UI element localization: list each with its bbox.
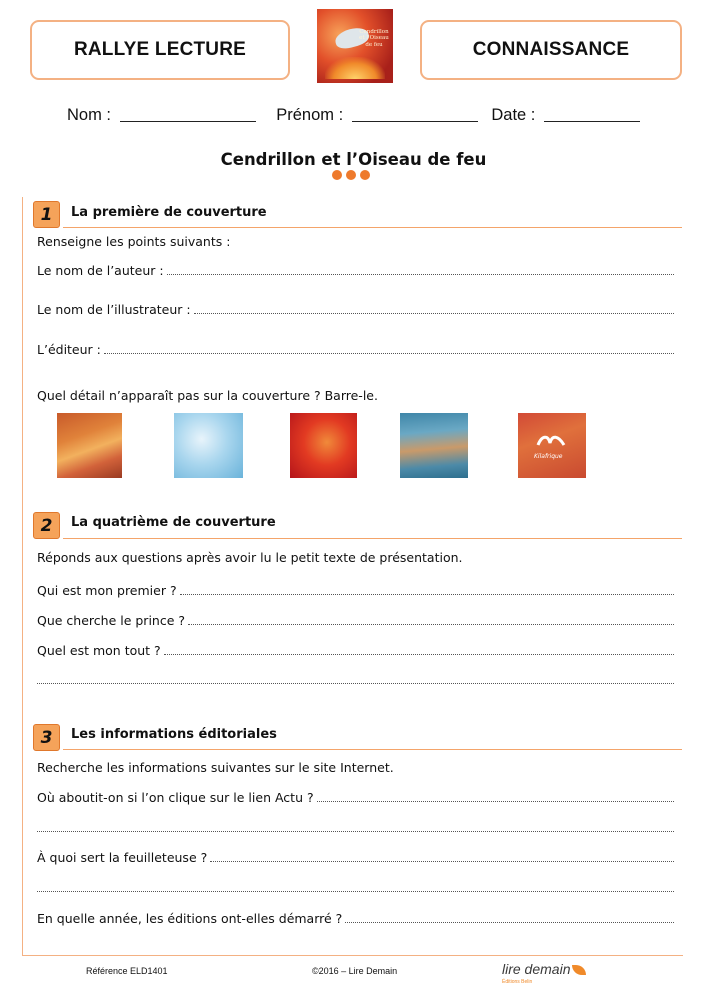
- section1-rule: [63, 227, 682, 228]
- q-prince-label: Que cherche le prince ?: [37, 613, 186, 628]
- cover-title: Cendrillon et l'Oiseau de feu: [359, 29, 389, 48]
- q-actu-label: Où aboutit-on si l’on clique sur le lien Actu ?: [37, 790, 314, 805]
- q-actu-continuation[interactable]: [37, 821, 674, 835]
- q-annee-label: En quelle année, les éditions ont-elles démarré ?: [37, 911, 343, 926]
- section2-rule: [63, 538, 682, 539]
- firstname-label: Prénom :: [276, 106, 344, 124]
- name-field[interactable]: [120, 121, 256, 122]
- section1-number: 1: [40, 204, 53, 225]
- q-premier-label: Qui est mon premier ?: [37, 583, 177, 598]
- section1-question: Quel détail n’apparaît pas sur la couverture ? Barre-le.: [37, 388, 378, 403]
- firstname-field[interactable]: [352, 121, 478, 122]
- q-feuilleteuse-line[interactable]: [37, 850, 674, 865]
- author-line[interactable]: [37, 263, 674, 278]
- publisher-label: L’éditeur :: [37, 342, 101, 357]
- section3-number: 3: [40, 727, 53, 748]
- header-box-connaissance: [420, 20, 682, 80]
- q-annee-line[interactable]: [37, 911, 674, 926]
- page-title: Cendrillon et l’Oiseau de feu: [220, 150, 487, 169]
- identity-row: [0, 106, 707, 125]
- header-box-rallye: [30, 20, 290, 80]
- cover-flame: [325, 57, 385, 79]
- section1-number-badge: [33, 201, 60, 228]
- q-actu-line[interactable]: [37, 790, 674, 805]
- q-tout-label: Quel est mon tout ?: [37, 643, 161, 658]
- q-tout-continuation[interactable]: [37, 673, 674, 687]
- section3-heading: Les informations éditoriales: [71, 727, 277, 742]
- q-feuilleteuse-label: À quoi sert la feuilleteuse ?: [37, 850, 208, 865]
- title-dots: [332, 170, 370, 180]
- section2-heading: La quatrième de couverture: [71, 515, 276, 530]
- footer-copyright: ©2016 – Lire Demain: [312, 966, 398, 976]
- publisher-line[interactable]: [37, 342, 674, 357]
- section2-intro: Réponds aux questions après avoir lu le petit texte de présentation.: [37, 550, 463, 565]
- author-label: Le nom de l’auteur :: [37, 263, 164, 278]
- header-left-label: RALLYE LECTURE: [73, 39, 247, 60]
- thumbnail-feather[interactable]: [57, 413, 122, 478]
- illustrator-line[interactable]: [37, 302, 674, 317]
- section1-heading: La première de couverture: [71, 205, 267, 220]
- wave-logo-icon: [536, 431, 566, 451]
- date-field[interactable]: [544, 121, 640, 122]
- q-feuilleteuse-continuation[interactable]: [37, 881, 674, 895]
- footer-reference: Référence ELD1401: [86, 966, 168, 976]
- logo-subtitle: Éditions Belin: [502, 979, 533, 985]
- section2-number: 2: [40, 515, 53, 536]
- section1-intro: Renseigne les points suivants :: [37, 234, 231, 249]
- thumbnail-water[interactable]: [400, 413, 468, 478]
- thumbnail-logo-text: Kilafrique: [534, 453, 563, 460]
- lire-demain-logo: [502, 961, 586, 985]
- section3-number-badge: [33, 724, 60, 751]
- name-label: Nom :: [67, 106, 112, 124]
- q-premier-line[interactable]: [37, 583, 674, 598]
- leaf-icon: [572, 965, 586, 975]
- section2-number-badge: [33, 512, 60, 539]
- book-cover-image: [317, 9, 393, 83]
- logo-text: lire demain: [502, 961, 571, 977]
- illustrator-label: Le nom de l’illustrateur :: [37, 302, 191, 317]
- date-label: Date :: [491, 106, 536, 124]
- thumbnail-sky[interactable]: [174, 413, 243, 478]
- thumbnail-logo[interactable]: [518, 413, 586, 478]
- section3-rule: [63, 749, 682, 750]
- section3-intro: Recherche les informations suivantes sur le site Internet.: [37, 760, 394, 775]
- header-right-label: CONNAISSANCE: [472, 39, 630, 60]
- q-tout-line[interactable]: [37, 643, 674, 658]
- q-prince-line[interactable]: [37, 613, 674, 628]
- thumbnail-fire[interactable]: [290, 413, 357, 478]
